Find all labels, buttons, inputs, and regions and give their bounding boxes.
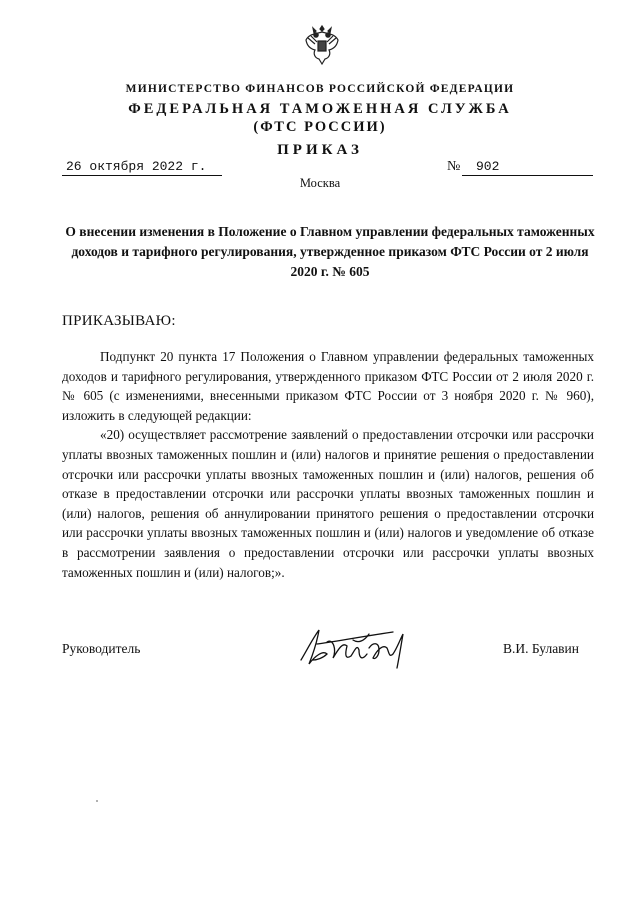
order-verb: ПРИКАЗЫВАЮ: (62, 313, 176, 329)
order-number-prefix: № (447, 159, 461, 174)
signatory-role: Руководитель (62, 641, 141, 656)
paragraph: Подпункт 20 пункта 17 Положения о Главном управлении федеральных таможенных доходов и тарифного регулирования, утвержденного приказом ФТС России от 2 июля 2020 г. № 605 (с изменениями, внесенными приказом ФТС России от 3 ноября 2020 г. № 960), изложить в следующей редакции: (62, 349, 594, 423)
order-date: 26 октября 2022 г. (62, 158, 222, 176)
city: Москва (299, 176, 341, 190)
document-title: О внесении изменения в Положение о Главном управлении федеральных таможенных доходов и тарифного регулирования, утвержденное приказом ФТС России от 2 июля 2020 г. № 605 (65, 224, 595, 279)
signature-icon (293, 620, 423, 672)
ministry-name: МИНИСТЕРСТВО ФИНАНСОВ РОССИЙСКОЙ ФЕДЕРАЦИИ (125, 83, 515, 95)
service-abbreviation: (ФТС РОССИИ) (253, 119, 387, 135)
document-body (62, 347, 594, 582)
service-name: ФЕДЕРАЛЬНАЯ ТАМОЖЕННАЯ СЛУЖБА (128, 101, 512, 117)
signatory-name: В.И. Булавин (503, 641, 580, 656)
scan-artifact (96, 800, 98, 802)
order-number: 902 (462, 158, 593, 176)
document-type: ПРИКАЗ (277, 142, 363, 158)
paragraph: «20) осуществляет рассмотрение заявлений о предоставлении отсрочки или рассрочки уплаты ввозных таможенных пошлин и (или) налогов и принятие решения о предоставлении отсрочки или рассрочки уплаты ввозных таможенных пошлин и (или) налогов, решения об отказе в предоставлении отсрочки или рассрочки уплаты ввозных таможенных пошлин и (или) налогов, решения об аннулировании принятого решения о предоставлении отсрочки или рассрочки уплаты ввозных таможенных пошлин и (или) налогов и уведомление об отказе в рассмотрении заявления о предоставлении отсрочки или рассрочки уплаты ввозных таможенных пошлин и (или) налогов;». (62, 427, 594, 580)
coat-of-arms-icon (303, 22, 341, 66)
